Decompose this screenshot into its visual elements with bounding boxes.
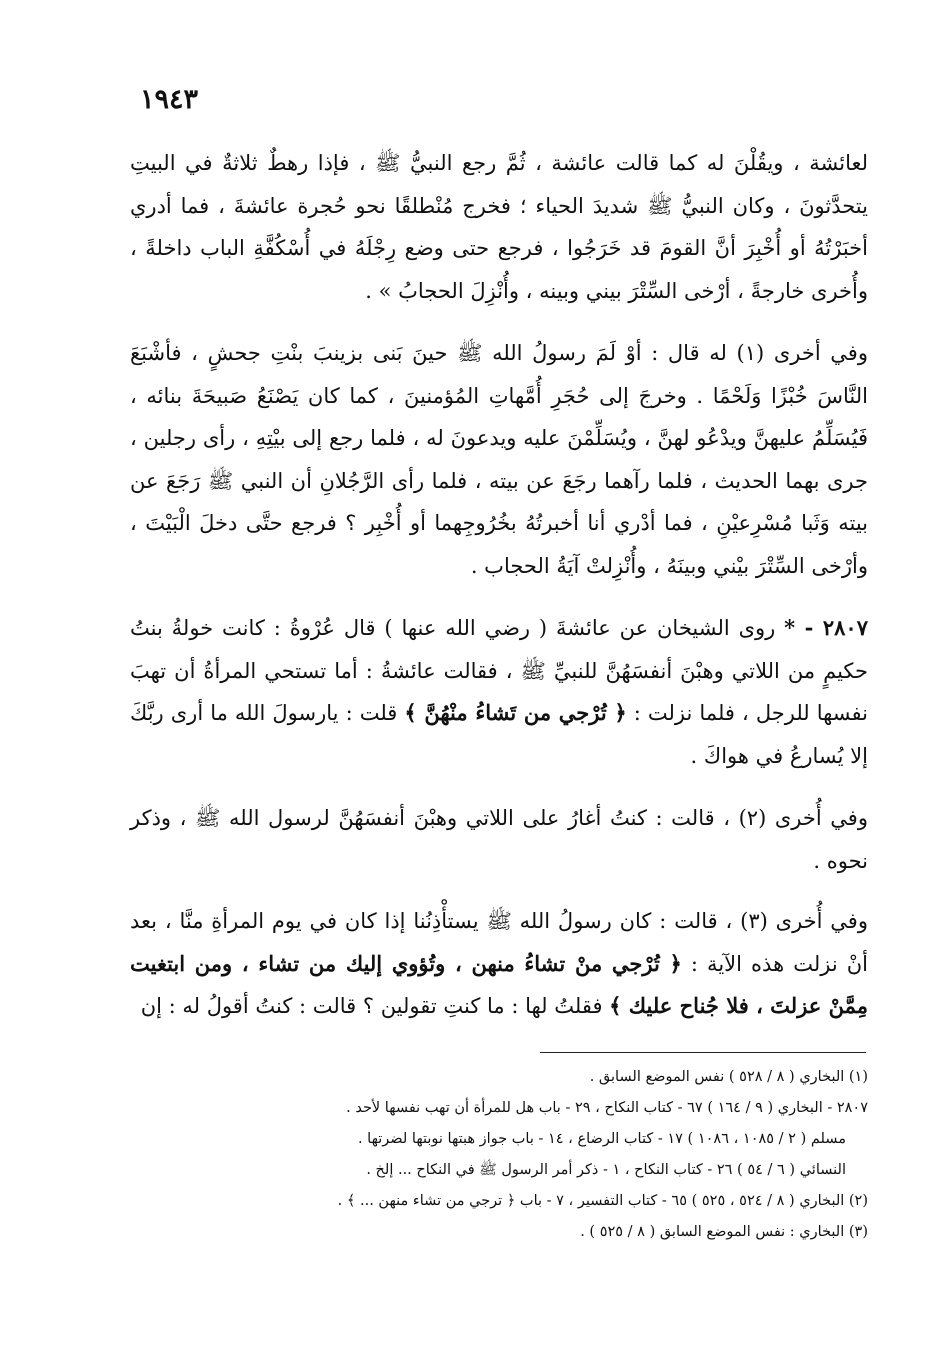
paragraph-text-after: فقلتُ لها : ما كنتِ تقولين ؟ قالت : كنتُ أقولُ له : إن — [140, 994, 610, 1018]
footnote-separator — [540, 1052, 866, 1053]
paragraph-text: وفي أُخرى (٣) ، قالت : كان رسولُ الله ﷺ يستأْذِنُنا إذا كان في يوم المرأةِ منَّا ، بعد أنْ نزلت هذه الآية : — [130, 909, 868, 976]
quran-quote: ﴿ تُرْجي منْ تشاءُ منهن ، وتُؤوي إليك من تشاء ، ومن ابتغيت مِمَّنْ عزلتَ ، فلا جُناح عليك ﴾ — [130, 950, 868, 1018]
paragraph-text: روى الشيخان عن عائشةَ ( رضي الله عنها ) قال عُرْوةُ : كانت خولةُ بنتُ حكيمٍ من اللاتي وهبْنَ أنفسَهُنَّ للنبيِّ ﷺ ، فقالت عائشةُ : أما تستحي المرأةُ أن تهبَ نفسها للرجل ، فلما نزلت : — [130, 616, 869, 725]
paragraph-another-narration-3 — [130, 900, 868, 1028]
paragraph-text: وفي أُخرى (٢) ، قالت : كنتُ أغارُ على اللاتي وهبْنَ أنفسَهُنَّ لرسول الله ﷺ ، وذكر نحوه . — [130, 806, 868, 873]
footnote-2807-muslim: مسلم ( ٢ / ١٠٨٥ ، ١٠٨٦ ) ١٧ - كتاب الرضاع ، ١٤ - باب جواز هبتها نوبتها لضرتها . — [357, 1131, 846, 1147]
main-text — [130, 142, 868, 1048]
paragraph-hadith-2807 — [130, 607, 868, 777]
quran-quote: ﴿ تُرْجي من تَشاءُ منْهُنَّ ﴾ — [404, 700, 627, 725]
footnote-2807: ٢٨٠٧ - البخاري ( ٩ / ١٦٤ ) ٦٧ - كتاب النكاح ، ٢٩ - باب هل للمرأة أن تهب نفسها لأحد . — [346, 1100, 868, 1116]
paragraph-another-narration-2 — [130, 797, 868, 882]
paragraph-continuation — [130, 142, 868, 312]
footnotes — [250, 1062, 868, 1248]
footnote-2: (٢) البخاري ( ٨ / ٥٢٤ ، ٥٢٥ ) ٦٥ - كتاب التفسير ، ٧ - باب ﴿ ترجي من تشاء منهن ... ﴾ . — [337, 1193, 868, 1209]
paragraph-text: وفي أخرى (١) له قال : أوْ لَمَ رسولُ الله ﷺ حينَ بَنى بزينبَ بنْتِ جحشٍ ، فأشْبَعَ النَّاسَ خُبْزًا وَلَحْمًا . وخرجَ إلى حُجَرِ أُمَّهاتِ المُؤمنينَ ، كما كان يَصْنَعُ صَبيحَةَ بنائه ، فَيُسَلِّمُ عليهنَّ ويدْعُو لهنَّ ، ويُسَلِّمْنَ عليه ويدعونَ له ، فلما رجع إلى بيْتِهِ ، رأى رجلين ، جرى بهما الحديث ، فلما رآهما رجَعَ عن بيته ، فلما رأى الرَّجُلانِ أن النبي ﷺ رَجَعَ عن بيته وَثَبا مُسْرِعيْنِ ، فما أدْري أنا أخبرتُهُ بخُرُوجِهما أو أُخْبِر ؟ فرجع حتَّى دخلَ الْبَيْتَ ، وأرْخى السِّتْرَ بيْني وبينَهُ ، وأُنْزِلتْ آيَةُ الحجاب . — [130, 341, 868, 578]
footnote-1: (١) البخاري ( ٨ / ٥٢٨ ) نفس الموضع السابق . — [589, 1069, 868, 1085]
paragraph-another-narration-1 — [130, 332, 868, 587]
hadith-number: ٢٨٠٧ - * — [784, 615, 868, 640]
footnote-3: (٣) البخاري : نفس الموضع السابق ( ٨ / ٥٢٥ ) . — [580, 1224, 868, 1240]
paragraph-text: لعائشة ، ويقُلْنَ له كما قالت عائشة ، ثُمَّ رجع النبيُّ ﷺ ، فإذا رهطٌ ثلاثةٌ في البيتِ يتحدَّثونَ ، وكان النبيُّ ﷺ شديدَ الحياء ؛ فخرج مُنْطلقًا نحو حُجرة عائشةَ ، فما أدري أخبَرْتُهُ أو أُخْبِرَ أنَّ القومَ قد خَرَجُوا ، فرجع حتى وضع رِجْلَهُ في أُسْكُفَّةِ الباب داخلةً ، وأُخرى خارجةً ، أرْخى السِّتْرَ بيني وبينه ، وأُنْزِلَ الحجابُ » . — [130, 151, 868, 303]
paragraph-text-after: قلت : يارسولَ الله ما أرى ربَّكَ إلا يُسارعُ في هواكَ . — [130, 701, 868, 768]
page-number: ١٩٤٣ — [140, 84, 199, 115]
footnote-2807-nasai: النسائي ( ٦ / ٥٤ ) ٢٦ - كتاب النكاح ، ١ - ذكر أمر الرسول ﷺ في النكاح ... إلخ . — [366, 1162, 846, 1178]
